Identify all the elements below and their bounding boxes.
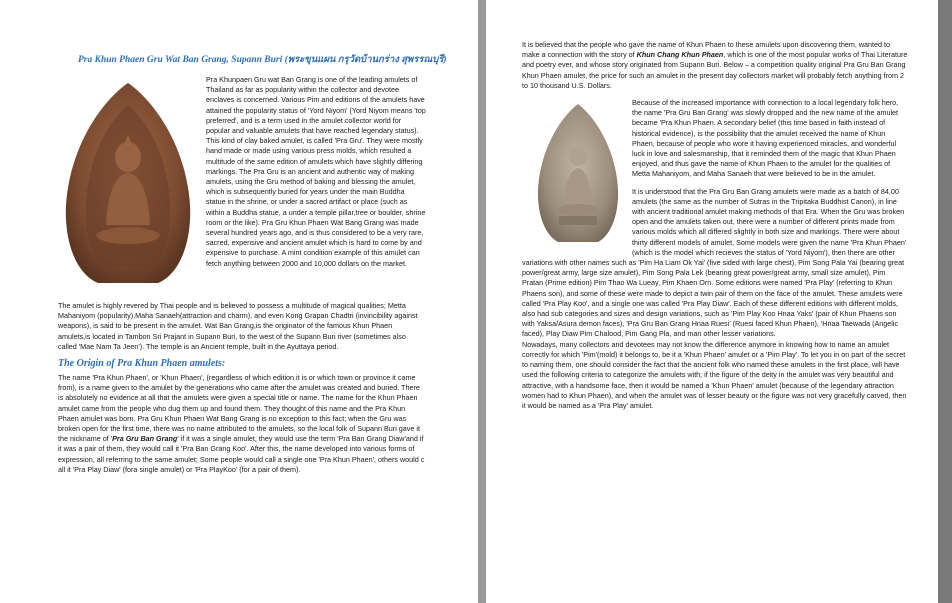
origin-emphasis: Pra Gru Ban Grang	[112, 434, 178, 444]
naming-paragraph	[522, 40, 908, 91]
origin-text-b: ' if it was a single amulet, they would use the term 'Pra Ban Grang Diaw'and if it was a pair of them, they would call it 'Pra Ban Grang Koo'. After this, the name developed into various forms of expression, all referring to the same amulet; Some people would call a single one 'Pra Khun Phaen', others would c all it 'Pra Play Diaw' (fora single amulet) or 'Pra PlayKoo' (for a pair of them).	[58, 434, 425, 474]
naming-text-a: It is believed that the people who gave the name of Khun Phaen to these amulets upon discovering them, wanted to make a connection with the story of	[522, 40, 891, 60]
amulet-image-grey	[532, 98, 624, 248]
viewer-scroll-edge	[938, 0, 952, 603]
naming-criteria-paragraph: Nowadays, many collectors and devotees may not know the difference anymore in knowing how to name an amulet correctly for which 'Pim'(mold) it belongs to, be it a 'Khun Phaen' amulet or a 'Pim Play'. To let you in on part of the secret to naming them, one should consider the fact that the ancient folk who named these amulets in the first place, will have used the following criteria to categorize the amulets with; if the figure of the deity in the amulet was very beautiful and attractive, with a handsome face, then it would be named a 'Khun Phaen' amulet (because of the legendary attraction women had to Khun Phaen), and when the amulet was of lesser beauty or the figure was not very gracefully carved, then it would be named as a 'Pra Play' amulet.	[522, 339, 907, 410]
amulet-image-brown	[58, 75, 198, 290]
batch-paragraph: It is understood that the Pra Gru Ban Grang amulets were made as a batch of 84,00 amulets (the same as the number of Sutras in the Tripitaka Buddhist Canon), in line with ancient traditional amulet making methods of that Era. When the Gru was broken open and the amulets taken out, there were a number of different prints made from various molds which all differed slightly in both size and markings. There were about thirty different models of amulet, Some models were given the name 'Pra Khun Phaen' (which is the model which recieves the status of 'Yord Niyom'), then there are other variations with other names such as 'Pim Ha Liam Ok Yai' (five sided with large chest), Pim Song Pala Yai (bearing great power/great army, large size amulet), Pim Song Pala Lek (bearing great power/great army, small size amulet), Pim Pratan (Prime edition) Pim Thao Wa Lueay, Pim Khaen Orn. Some editions were named 'Pra Play' (referring to Khun Phaens son), and some of these were made to depict a twin pair of them on the face of the amulet. These amulets were called 'Pra Play Koo', and a single one was called 'Pra Play Diaw'. Each of these different editions with different molds, also had sub categories and sizes and design variations, such as 'Pim Play Koo Hnaa Yaks' (pair of Khun Phaens son with Yaksa/Asura demon faces), 'Pra Gru Ban Grang Hnaa Ruesi' (Ruesi faced Khun Phaen), 'Hnaa Taewada (Angelic faced), Play Diaw Pim Chalood, Pim Gang Pla, and man other lesser variations.	[522, 186, 907, 339]
intro-paragraph: Pra Khunpaen Gru wat Ban Grang is one of the leading amulets of Thailand as far as popularity within the collector and devotee enclaves is concerned. Various Pim and editions of the amulets have attained the popularity status of 'Yord Niyom' (Yord Niyom means 'top preferred', and is a term used in the amulet collector world for popular and valuable amulets that have reached legendary status). This kind of clay baked amulet, is called 'Pra Gru'. They were mostly hand made or made using various press molds, which resulted a multitude of the same edition of amulets which have slightly differing markings. The Pra Gru is an ancient and authentic way of making amulets, using the Gru method of baking and blessing the amulet, which is subsequently buried for years under the main Buddha statue in the shrine, or under a sacred artifact or place (such as within a Buddha statue, a under a temple pillar,tree or boulder, shrine room or the like). Pra Gru Khun Phaen Wat Bang Grang was made several hundred years ago, and is thus considered to be a very rare, sacred, expensive and ancient amulet which is hard to come by and expensive to purchase. A mint condition example of this amulet can fetch anything between 2000 and 10,000 dollars on the market.	[206, 75, 426, 268]
folk-hero-paragraph: Because of the increased importance with connection to a local legendary folk hero, the name 'Pra Gru Ban Grang' was slowly dropped and the new name of the amulet became 'Pra Khun Phaen. A secondary belief (this time based in faith instead of historical evidence), is the possibility that the amulet received the name of Khun Phaen, because of people who wore it having experienced miracles, and wonderful luck in love and salesmanship, that it reminded them of the magic that Khun Phaen enjoyed, and thus gave the name of Khun Phaen to the amulet for the qualities of Metta Mahaniyom, and Maha Sanaeh that were believed to be in the amulet.	[632, 98, 899, 179]
origin-subheading: The Origin of Pra Khun Phaen amulets:	[58, 358, 226, 370]
page-title: Pra Khun Phaen Gru Wat Ban Grang, Supann Buri (พระขุนแผน กรุวัดบ้านกร่าง สุพรรณบุรี)	[78, 55, 447, 65]
naming-emphasis: Khun Chang Khun Phaen	[636, 50, 724, 60]
right-page	[486, 0, 938, 603]
page-gutter	[478, 0, 486, 603]
naming-text-b: , which is one of the most popular works of Thai Literature and poetry ever, and whose story originated from Supann Buri. Below – a competition quality original Pra Gru Ban Grang Khun Phaen amulet, the price for such an amulet in the present day collectors market will probably fetch anything from 2 to 10 thousand U.S. Dollars.	[522, 50, 908, 90]
origin-paragraph	[58, 373, 426, 475]
origin-text-a: The name 'Pra Khun Phaen', or 'Khun Phaen', (regardless of which edition it is or which town or province it came from), is a name given to the amulet by the generations who came after the amulet was created and buried. There is absolutely no evidence at all that the amulets were given a special title or name. The name for the Khun Phaen amulet came from the people who dug them up and found them. They thought of this name and the Pra Khun Phaen amulet was born. Pra Gru Khun Phaen Wat Bang Grang is no exception to this fact; when the Gru was broken open for the first time, there was no name attributed to the amulets, so the local folk of Supann Buri gave it the nickname of '	[58, 373, 420, 444]
reverence-paragraph: The amulet is highly revered by Thai people and is believed to possess a multitude of magical qualities; Metta Mahaniyom (popularity),Maha Sanaeh(attraction and charm), and even Kong Grapan Chadtri (invincibility against weapons), is said to be present in the amulet. Wat Ban Grang,is the originator of the famous Khun Phaen amulets,is located in Tambon Sri Prajant in Supann Buri, to the west of the Supann Buri river (sometimes also called 'Mae Nam Ta Jeen'). The temple is an Ancient temple, built in the Ayuttaya period.	[58, 301, 418, 351]
